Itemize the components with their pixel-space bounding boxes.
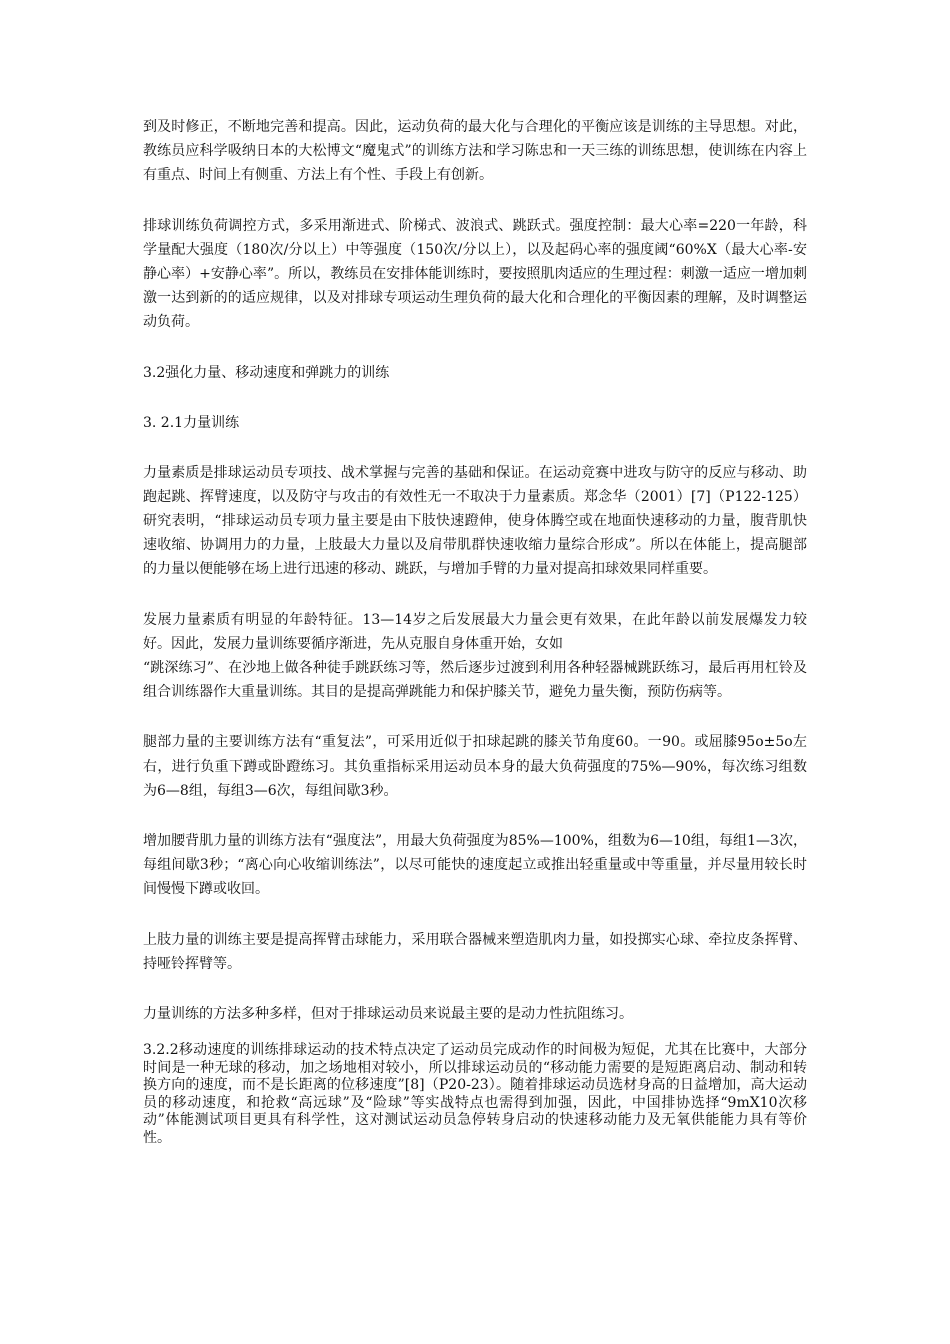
document-page	[143, 115, 807, 1147]
paragraph-gap	[143, 188, 807, 214]
paragraph-gap	[143, 435, 807, 461]
paragraph-gap	[143, 704, 807, 730]
paragraph-upper-limb: 上肢力量的训练主要是提高挥臂击球能力，采用联合器械来塑造肌肉力量，如投掷实心球、牵拉皮条挥臂、持哑铃挥臂等。	[143, 931, 807, 972]
paragraph-movement-speed: 3.2.2移动速度的训练排球运动的技术特点决定了运动员完成动作的时间极为短促，尤其在比赛中，大部分时间是一种无球的移动，加之场地相对较小，所以排球运动员的“移动能力需要的是短距离启动、制动和转换方向的速度，而不是长距离的位移速度”[8]（P20-23）。随着排球运动员选材身高的日益增加，高大运动员的移动速度，和抢救“高远球”及“险球”等实战特点也需得到加强，因此，中国排协选择“9mX10次移动”体能测试项目更具有科学性，这对测试运动员急停转身启动的快速移动能力及无氧供能能力具有等价性。	[143, 1042, 807, 1146]
paragraph-gap	[143, 335, 807, 361]
paragraph-gap	[143, 582, 807, 608]
paragraph-leg-strength: 腿部力量的主要训练方法有“重复法”，可采用近似于扣球起跳的膝关节角度60。一90。或屈膝95o±5o左右，进行负重下蹲或卧蹬练习。其负重指标采用运动员本身的最大负荷强度的75%—90%，每次练习组数为6—8组，每组3—6次，每组间歇3秒。	[143, 734, 807, 799]
paragraph-gap	[143, 803, 807, 829]
subsection-heading-3-2-1: 3. 2.1力量训练	[143, 414, 240, 431]
paragraph-strength-methods: 力量训练的方法多种多样，但对于排球运动员来说最主要的是动力性抗阻练习。	[143, 1006, 633, 1023]
section-heading-3-2: 3.2强化力量、移动速度和弹跳力的训练	[143, 364, 390, 381]
paragraph-gap	[143, 1026, 807, 1042]
paragraph-age-characteristics: 发展力量素质有明显的年龄特征。13—14岁之后发展最大力量会更有效果，在此年龄以前发展爆发力较好。因此，发展力量训练要循序渐进，先从克服自身体重开始，女如 “跳深练习”、在沙地上做各种徒手跳跃练习等，然后逐步过渡到利用各种轻器械跳跃练习，最后再用杠铃及组合训练器作大重量训练。其目的是提高弹跳能力和保护膝关节，避免力量失衡，预防伤病等。	[143, 611, 807, 701]
paragraph-back-strength: 增加腰背肌力量的训练方法有“强度法”，用最大负荷强度为85%—100%，组数为6—10组，每组1—3次，每组间歇3秒；“离心向心收缩训练法”，以尽可能快的速度起立或推出轻重量或中等重量，并尽量用较长时间慢慢下蹲或收回。	[143, 833, 807, 898]
paragraph-load-balance: 到及时修正，不断地完善和提高。因此，运动负荷的最大化与合理化的平衡应该是训练的主导思想。对此，教练员应科学吸纳日本的大松博文“魔鬼式”的训练方法和学习陈忠和一天三练的训练思想，使训练在内容上有重点、时间上有侧重、方法上有个性、手段上有创新。	[143, 119, 807, 184]
paragraph-load-control: 排球训练负荷调控方式，多采用渐进式、阶梯式、波浪式、跳跃式。强度控制：最大心率=220一年龄，科学量配大强度（180次/分以上）中等强度（150次/分以上），以及起码心率的强度阈“60%X（最大心率-安静心率）+安静心率”。所以，教练员在安排体能训练时，要按照肌肉适应的生理过程：刺激一适应一增加刺激一达到新的的适应规律，以及对排球专项运动生理负荷的最大化和合理化的平衡因素的理解，及时调整运动负荷。	[143, 217, 807, 331]
paragraph-gap	[143, 385, 807, 411]
paragraph-gap	[143, 902, 807, 928]
paragraph-gap	[143, 976, 807, 1002]
paragraph-strength-quality: 力量素质是排球运动员专项技、战术掌握与完善的基础和保证。在运动竞赛中进攻与防守的反应与移动、助跑起跳、挥臂速度，以及防守与攻击的有效性无一不取决于力量素质。郑念华（2001）[7]（P122-125）研究表明，“排球运动员专项力量主要是由下肢快速蹬伸，使身体腾空或在地面快速移动的力量，腹背肌快速收缩、协调用力的力量，上肢最大力量以及肩带肌群快速收缩力量综合形成”。所以在体能上，提高腿部的力量以便能够在场上进行迅速的移动、跳跃，与增加手臂的力量对提高扣球效果同样重要。	[143, 464, 807, 578]
